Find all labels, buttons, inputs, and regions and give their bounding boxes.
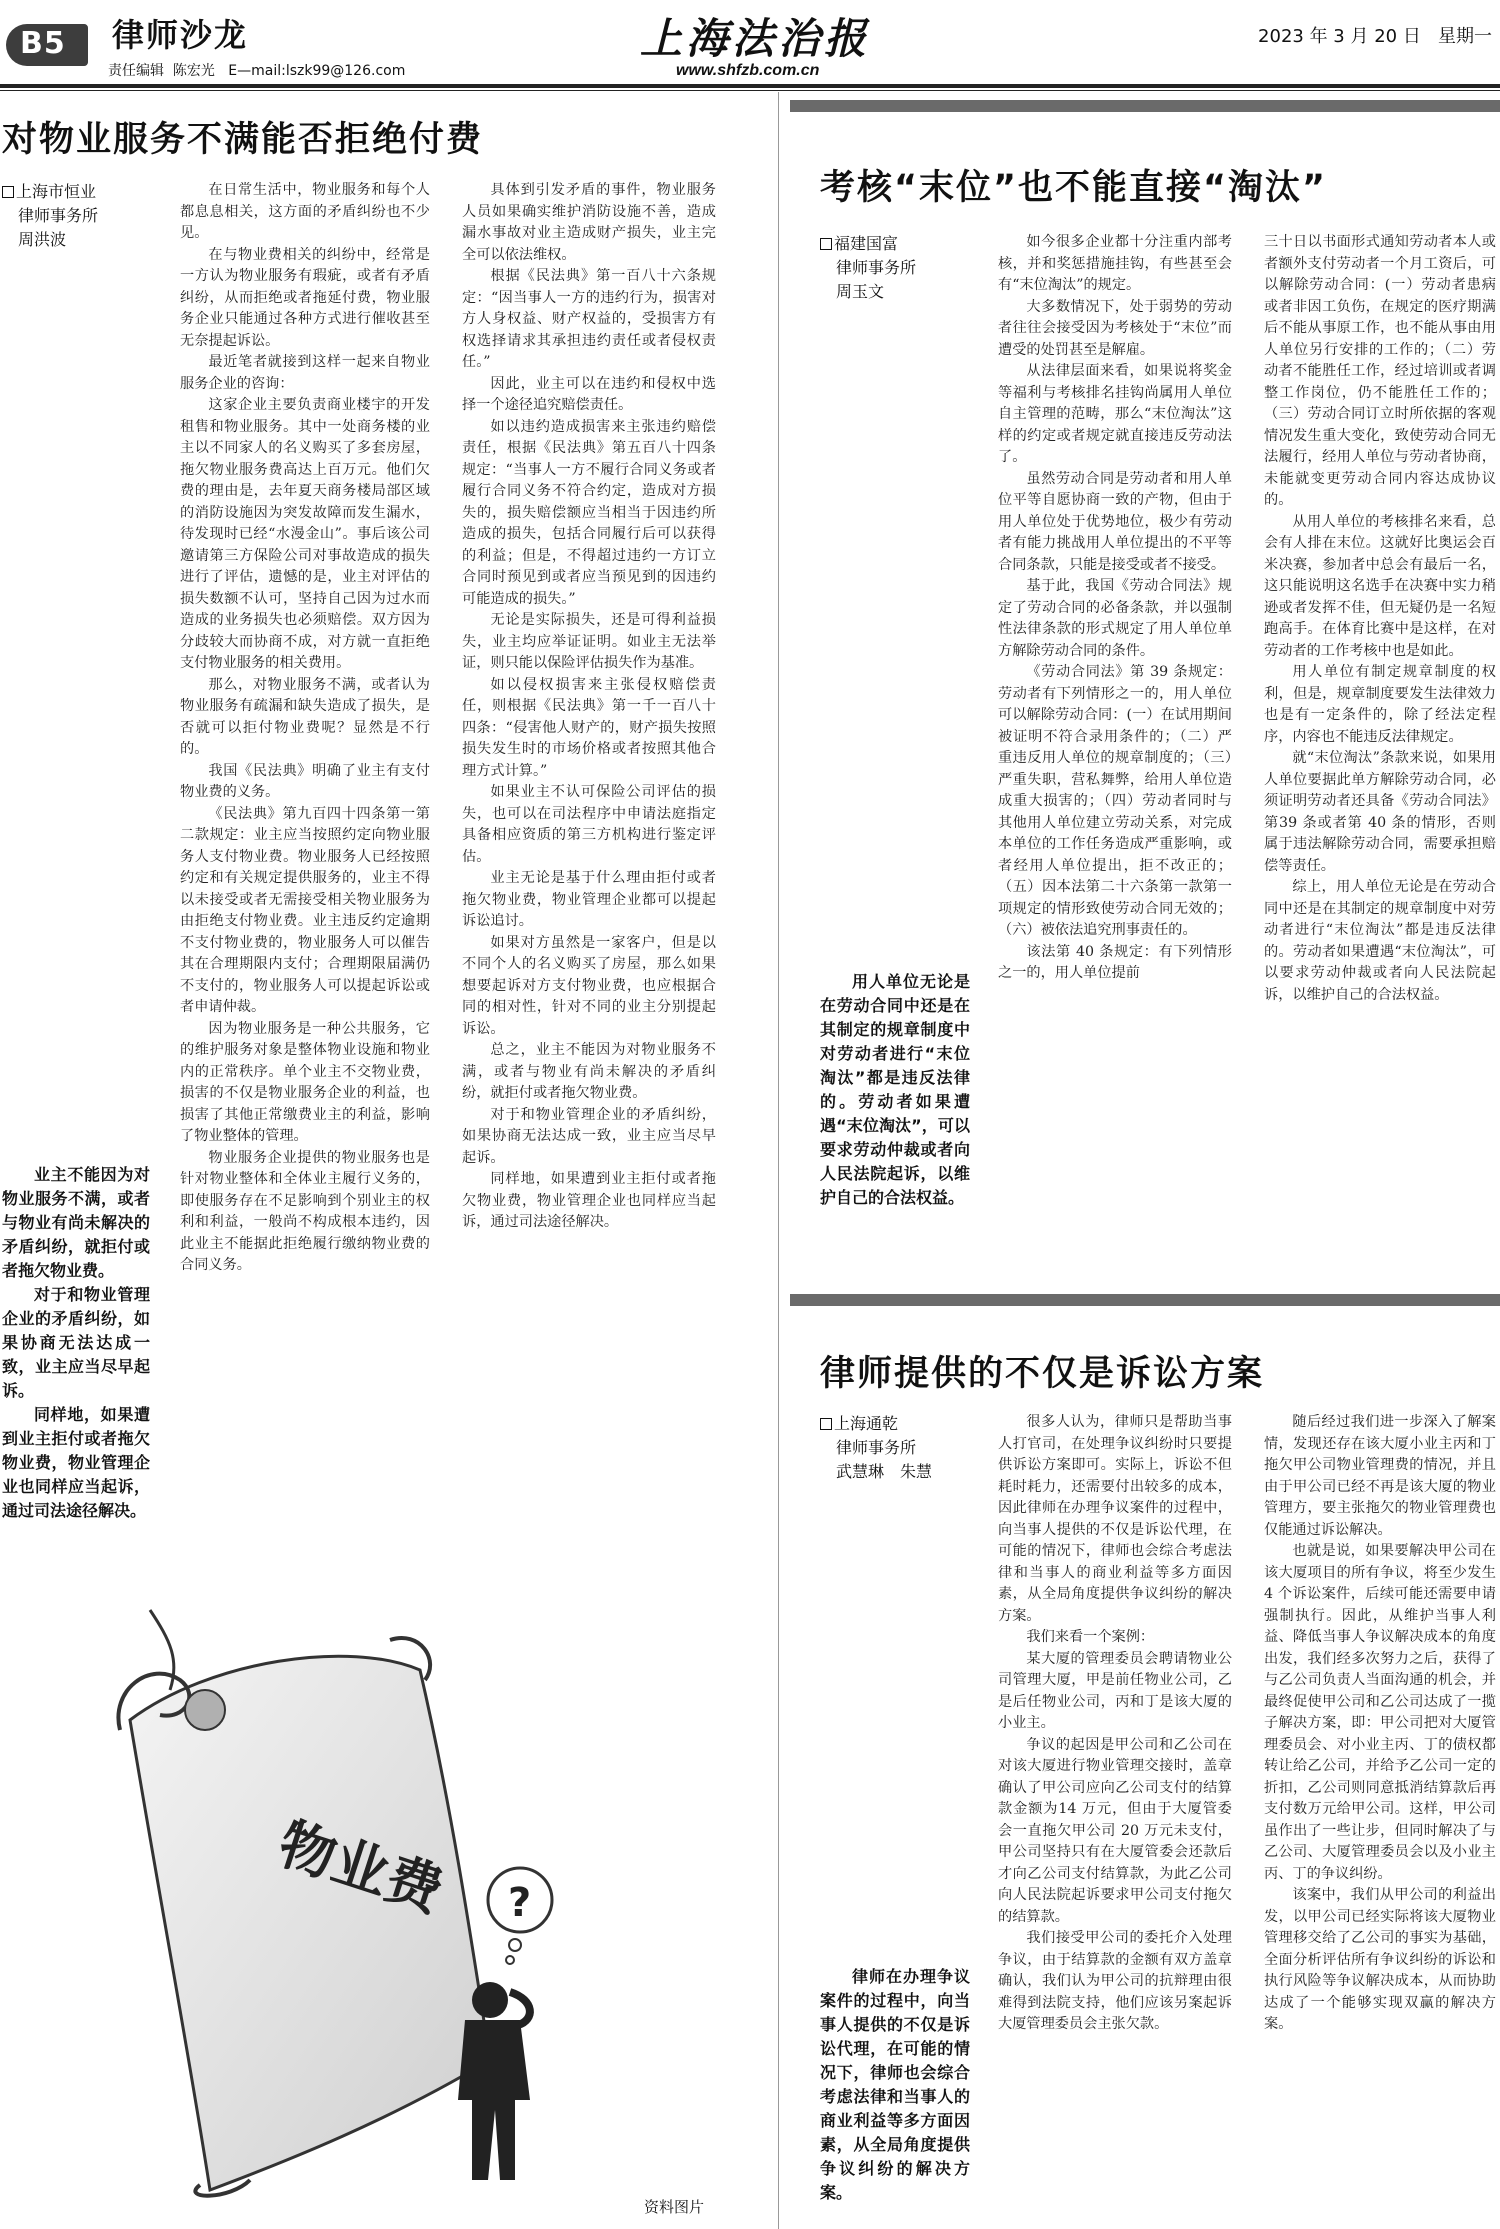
article1-byline: 上海市恒业 律师事务所 周洪波: [2, 180, 152, 252]
editor-email: E—mail:lszk99@126.com: [228, 63, 406, 79]
section-band-top: [790, 100, 1500, 112]
article1-title: 对物业服务不满能否拒绝付费: [2, 120, 484, 160]
article1-body-col1: 在日常生活中，物业服务和每个人都息息相关，这方面的矛盾纠纷也不少见。 在与物业费相关的纠纷中，经常是一方认为物业服务有瑕疵，或者有矛盾纠纷，从而拒绝或者拖延付费，物业服务企业只能通过各种方式进行催收甚至无奈提起诉讼。 最近笔者就接到这样一起来自物业服务企业的咨询： 这家企业主要负责商业楼宇的开发租售和物业服务。其中一处商务楼的业主以不同家人的名义购买了多套房屋，拖欠物业服务费高达上百万元。他们欠费的理由是，去年夏天商务楼局部区域的消防设施因为突发故障而发生漏水，待发现时已经“水漫金山”。事后该公司邀请第三方保险公司对事故造成的损失进行了评估，遗憾的是，业主对评估的损失数额不认可，坚持自己因为过水而造成的业务损失也必须赔偿。双方因为分歧较大而协商不成，对方就一直拒绝支付物业服务的相关费用。 那么，对物业服务不满，或者认为物业服务有疏漏和缺失造成了损失，是否就可以拒付物业费呢？显然是不行的。 我国《民法典》明确了业主有支付物业费的义务。 《民法典》第九百四十四条第一第二款规定：业主应当按照约定向物业服务人支付物业费。物业服务人已经按照约定和有关规定提供服务的，业主不得以未接受或者无需接受相关物业服务为由拒绝支付物业费。业主违反约定逾期不支付物业费的，物业服务人可以催告其在合理期限内支付；合理期限届满仍不支付的，物业服务人可以提起诉讼或者申请仲裁。 因为物业服务是一种公共服务，它的维护服务对象是整体物业设施和物业内的正常秩序。单个业主不交物业费，损害的不仅是物业服务企业的利益，也损害了其他正常缴费业主的利益，影响了物业整体的管理。 物业服务企业提供的物业服务也是针对物业整体和全体业主履行义务的，即使服务存在不足影响到个别业主的权利和利益，一般尚不构成根本违约，因此业主不能据此拒绝履行缴纳物业费的合同义务。: [180, 182, 430, 1273]
newspaper-url[interactable]: www.shfzb.com.cn: [676, 62, 820, 79]
issue-weekday: 星期一: [1438, 26, 1492, 47]
editor-name: 陈宏光: [172, 63, 215, 79]
newspaper-masthead: 上海法治报: [640, 14, 871, 63]
page-header: [0, 0, 1500, 92]
header-rule-thin: [0, 90, 1500, 91]
header-rule: [0, 84, 1500, 88]
scroll-paper-shape: [130, 1656, 490, 2190]
article3-body-col1: 很多人认为，律师只是帮助当事人打官司，在处理争议纠纷时只要提供诉讼方案即可。实际上，诉讼不但耗时耗力，还需要付出较多的成本，因此律师在办理争议案件的过程中，向当事人提供的不仅是诉讼代理，在可能的情况下，律师也会综合考虑法律和当事人的商业利益等多方面因素，从全局角度提供争议纠纷的解决方案。 我们来看一个案例： 某大厦的管理委员会聘请物业公司管理大厦，甲是前任物业公司，乙是后任物业公司，丙和丁是该大厦的小业主。 争议的起因是甲公司和乙公司在对该大厦进行物业管理交接时，盖章确认了甲公司应向乙公司支付的结算款金额为14 万元，但由于大厦管委会一直拖欠甲公司 20 万元未支付，甲公司坚持只有在大厦管委会还款后才向乙公司支付结算款，为此乙公司向人民法院起诉要求甲公司支付拖欠的结算款。 我们接受甲公司的委托介入处理争议，由于结算款的金额有双方盖章确认，我们认为甲公司的抗辩理由很难得到法院支持，他们应该另案起诉大厦管理委员会主张欠款。: [998, 1414, 1232, 2032]
property-fee-illustration: [90, 1600, 710, 2200]
section-band-middle: [790, 1294, 1500, 1306]
article2-body-col2: 三十日以书面形式通知劳动者本人或者额外支付劳动者一个月工资后，可以解除劳动合同：(一）劳动者患病或者非因工负伤，在规定的医疗期满后不能从事原工作，也不能从事由用人单位另行安排的工作的；（二）劳动者不能胜任工作，经过培训或者调整工作岗位，仍不能胜任工作的；（三）劳动合同订立时所依据的客观情况发生重大变化，致使劳动合同无法履行，经用人单位与劳动者协商，未能就变更劳动合同内容达成协议的。 从用人单位的考核排名来看，总会有人排在末位。这就好比奥运会百米决赛，参加者中总会有最后一名，这只能说明这名选手在决赛中实力稍逊或者发挥不佳，但无疑仍是一名短跑高手。在体育比赛中是这样，在对劳动者的工作考核中也是如此。 用人单位有制定规章制度的权利，但是，规章制度要发生法律效力也是有一定条件的，除了经法定程序，内容也不能违反法律规定。 就“末位淘汰”条款来说，如果用人单位要据此单方解除劳动合同，必须证明劳动者还具备《劳动合同法》第39 条或者第 40 条的情形，否则属于违法解除劳动合同，需要承担赔偿等责任。 综上，用人单位无论是在劳动合同中还是在其制定的规章制度中对劳动者进行“末位淘汰”都是违反法律的。劳动者如果遭遇“末位淘汰”，可以要求劳动仲裁或者向人民法院起诉，以维护自己的合法权益。: [1264, 234, 1496, 1003]
article1-pull-quote: 业主不能因为对物业服务不满，或者与物业有尚未解决的矛盾纠纷，就拒付或者拖欠物业费。 对于和物业管理企业的矛盾纠纷，如果协商无法达成一致，业主应当尽早起诉。 同样地，如果遭到业主拒付或者拖欠物业费，物业管理企业也同样应当起诉，通过司法途径解决。: [2, 1165, 150, 1520]
editor-line: [108, 60, 405, 80]
page-code: B5: [20, 26, 66, 61]
article2-body-col1: 如今很多企业都十分注重内部考核，并和奖惩措施挂钩，有些甚至会有“末位淘汰”的规定。 大多数情况下，处于弱势的劳动者往往会接受因为考核处于“末位”而遭受的处罚甚至是解雇。 从法律层面来看，如果说将奖金等福利与考核排名挂钩尚属用人单位自主管理的范畴，那么“末位淘汰”这样的约定或者规定就直接违反劳动法了。 虽然劳动合同是劳动者和用人单位平等自愿协商一致的产物，但由于用人单位处于优势地位，极少有劳动者有能力挑战用人单位提出的不平等合同条款，只能是接受或者不接受。 基于此，我国《劳动合同法》规定了劳动合同的必备条款，并以强制性法律条款的形式规定了用人单位单方解除劳动合同的条件。 《劳动合同法》第 39 条规定：劳动者有下列情形之一的，用人单位可以解除劳动合同：(一）在试用期间被证明不符合录用条件的；（二）严重违反用人单位的规章制度的；（三）严重失职，营私舞弊，给用人单位造成重大损害的；（四）劳动者同时与其他用人单位建立劳动关系，对完成本单位的工作任务造成严重影响，或者经用人单位提出，拒不改正的；（五）因本法第二十六条第一款第一项规定的情形致使劳动合同无效的；（六）被依法追究刑事责任的。 该法第 40 条规定：有下列情形之一的，用人单位提前: [998, 234, 1232, 981]
byline-square-icon: [820, 1418, 832, 1430]
issue-date-text: 2023 年 3 月 20 日: [1258, 26, 1421, 47]
article2-pull-quote: 用人单位无论是在劳动合同中还是在其制定的规章制度中对劳动者进行“末位淘汰”都是违反法律的。劳动者如果遭遇“末位淘汰”，可以要求劳动仲裁或者向人民法院起诉，以维护自己的合法权益。: [820, 972, 970, 1207]
illustration-caption: 资料图片: [644, 2198, 705, 2216]
article1-body-col2: 具体到引发矛盾的事件，物业服务人员如果确实维护消防设施不善，造成漏水事故对业主造成财产损失，业主完全可以依法维权。 根据《民法典》第一百八十六条规定：“因当事人一方的违约行为，损害对方人身权益、财产权益的，受损害方有权选择请求其承担违约责任或者侵权责任。” 因此，业主可以在违约和侵权中选择一个途径追究赔偿责任。 如以违约造成损害来主张违约赔偿责任，根据《民法典》第五百八十四条规定：“当事人一方不履行合同义务或者履行合同义务不符合约定，造成对方损失的，损失赔偿额应当相当于因违约所造成的损失，包括合同履行后可以获得的利益；但是，不得超过违约一方订立合同时预见到或者应当预见到的因违约可能造成的损失。” 无论是实际损失，还是可得利益损失，业主均应举证证明。如业主无法举证，则只能以保险评估损失作为基准。 如以侵权损害来主张侵权赔偿责任，则根据《民法典》第一千一百八十四条：“侵害他人财产的，财产损失按照损失发生时的市场价格或者按照其他合理方式计算。” 如果业主不认可保险公司评估的损失，也可以在司法程序中申请法庭指定具备相应资质的第三方机构进行鉴定评估。 业主无论是基于什么理由拒付或者拖欠物业费，物业管理企业都可以提起诉讼追讨。 如果对方虽然是一家客户，但是以不同个人的名义购买了房屋，那么如果想要起诉对方支付物业费，也应根据合同的相对性，针对不同的业主分别提起诉讼。 总之，业主不能因为对物业服务不满，或者与物业有尚未解决的矛盾纠纷，就拒付或者拖欠物业费。 对于和物业管理企业的矛盾纠纷，如果协商无法达成一致，业主应当尽早起诉。 同样地，如果遭到业主拒付或者拖欠物业费，物业管理企业也同样应当起诉，通过司法途径解决。: [462, 182, 716, 1230]
editor-label: 责任编辑: [108, 63, 164, 79]
article2-title: 考核“末位”也不能直接“淘汰”: [820, 168, 1328, 208]
byline-square-icon: [820, 238, 832, 250]
article3-byline: 上海通乾 律师事务所 武慧琳 朱慧: [820, 1412, 980, 1484]
article2-byline: 福建国富 律师事务所 周玉文: [820, 232, 970, 304]
article3-body-col2: 随后经过我们进一步深入了解案情，发现还存在该大厦小业主丙和丁拖欠甲公司物业管理费的情况，并且由于甲公司已经不再是该大厦的物业管理方，要主张拖欠的物业管理费也仅能通过诉讼解决。 也就是说，如果要解决甲公司在该大厦项目的所有争议，将至少发生 4 个诉讼案件，后续可能还需要申请强制执行。因此，从维护当事人利益、降低当事人争议解决成本的角度出发，我们经多次努力之后，获得了与乙公司负责人当面沟通的机会，并最终促使甲公司和乙公司达成了一揽子解决方案，即：甲公司把对大厦管理委员会、对小业主丙、丁的债权都转让给乙公司，并给予乙公司一定的折扣，乙公司则同意抵消结算款后再支付数万元给甲公司。这样，甲公司虽作出了一些让步，但同时解决了与乙公司、大厦管理委员会以及小业主丙、丁的争议纠纷。 该案中，我们从甲公司的利益出发，以甲公司已经实际将该大厦物业管理移交给了乙公司的事实为基础，全面分析评估所有争议纠纷的诉讼和执行风险等争议解决成本，从而协助达成了一个能够实现双赢的解决方案。: [1264, 1414, 1496, 2032]
section-name: 律师沙龙: [112, 16, 249, 54]
byline-square-icon: [2, 186, 14, 198]
illustration-text: 物业费: [270, 1811, 451, 1926]
page-code-badge: [6, 14, 86, 64]
question-mark-icon: ?: [508, 1880, 532, 1926]
issue-date: [1258, 22, 1492, 48]
article3-title: 律师提供的不仅是诉讼方案: [820, 1354, 1265, 1394]
column-divider: [778, 92, 779, 2229]
article3-pull-quote: 律师在办理争议案件的过程中，向当事人提供的不仅是诉讼代理，在可能的情况下，律师也会综合考虑法律和当事人的商业利益等多方面因素，从全局角度提供争议纠纷的解决方案。: [820, 1967, 970, 2202]
